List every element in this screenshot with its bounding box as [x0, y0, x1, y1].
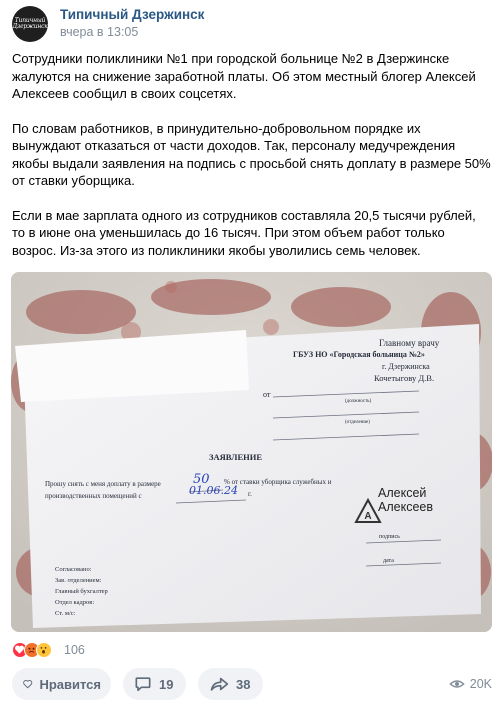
post-photo[interactable] — [11, 272, 492, 632]
post-time[interactable]: вчера в 13:05 — [60, 25, 139, 39]
wow-reaction-icon — [36, 642, 52, 658]
post-text — [12, 50, 492, 276]
doc-date-hint: дата — [383, 558, 394, 564]
community-avatar[interactable] — [12, 6, 48, 42]
avatar-text-line2: Дзержинск — [12, 23, 48, 30]
doc-approval-4: Отдел кадров: — [55, 599, 95, 606]
comments-count: 19 — [159, 676, 174, 692]
svg-text:А: А — [364, 511, 372, 522]
avatar-text-line1: Типичный — [14, 17, 46, 24]
share-arrow-icon — [208, 674, 230, 694]
doc-approval-3: Главный бухгалтер — [55, 588, 108, 595]
doc-percent-handwritten: 50 — [193, 472, 210, 487]
comment-icon — [133, 674, 153, 694]
heart-outline-icon — [22, 674, 33, 694]
share-button[interactable] — [198, 668, 263, 700]
doc-body-line-2: производственных помещений с — [45, 492, 142, 500]
post-paragraph-1: Сотрудники поликлиники №1 при городской больнице №2 в Дзержинске жалуются на снижение заработной платы. Об этом местный блогер Алексей Алексеев сообщил в своих соцсетях. — [12, 51, 476, 101]
like-label: Нравится — [39, 676, 101, 692]
doc-approval-5: Ст. м/с: — [55, 610, 76, 617]
like-button[interactable] — [12, 668, 111, 700]
eye-icon — [449, 676, 465, 692]
doc-date-handwritten: 01.06.24 — [189, 484, 238, 497]
doc-signature-hint: подпись — [379, 534, 400, 540]
watermark-name — [378, 486, 433, 514]
post-header — [12, 6, 492, 42]
action-bar — [12, 668, 492, 700]
doc-from-label: от — [263, 390, 271, 399]
doc-addressee-2: ГБУЗ НО «Городская больница №2» — [293, 350, 425, 359]
watermark-line-2: Алексеев — [378, 500, 433, 514]
doc-body-line-1-end: % от ставки уборщика служебных и — [224, 478, 332, 486]
community-name[interactable]: Типичный Дзержинск — [60, 7, 205, 22]
post-paragraph-2: По словам работников, в принудительно-добровольном порядке их вынуждают отказаться от части доходов. Так, персоналу медучреждения якобы выдали заявления на подпись с просьбой снять доплату в размере 50% от ставки уборщика. — [12, 120, 491, 188]
doc-addressee-3: г. Дзержинска — [382, 362, 430, 371]
reactions-count: 106 — [64, 643, 85, 657]
doc-addressee-4: Кочетыгову Д.В. — [374, 373, 435, 383]
doc-body-line-2-end: г. — [248, 490, 252, 498]
post-paragraph-3: Если в мае зарплата одного из сотрудников составляла 20,5 тысячи рублей, то в июне она уменьшилась до 16 тысяч. При этом объем работ только возрос. Из-за этого из поликлиники якобы уволились семь человек. — [12, 207, 476, 258]
doc-body-line-1: Прошу снять с меня доплату в размере — [45, 480, 161, 488]
doc-department-hint: (отделение) — [345, 420, 370, 425]
views-count: 20K — [469, 677, 492, 691]
doc-position-hint: (должность) — [345, 399, 372, 404]
doc-approval-1: Согласовано: — [55, 566, 92, 573]
doc-approval-2: Зав. отделением: — [55, 577, 102, 584]
comment-button[interactable] — [123, 668, 186, 700]
watermark-line-1: Алексей — [378, 486, 427, 500]
doc-title: ЗАЯВЛЕНИЕ — [209, 452, 263, 462]
views-counter — [449, 676, 492, 692]
doc-addressee-1: Главному врачу — [379, 338, 440, 348]
shares-count: 38 — [236, 676, 251, 692]
